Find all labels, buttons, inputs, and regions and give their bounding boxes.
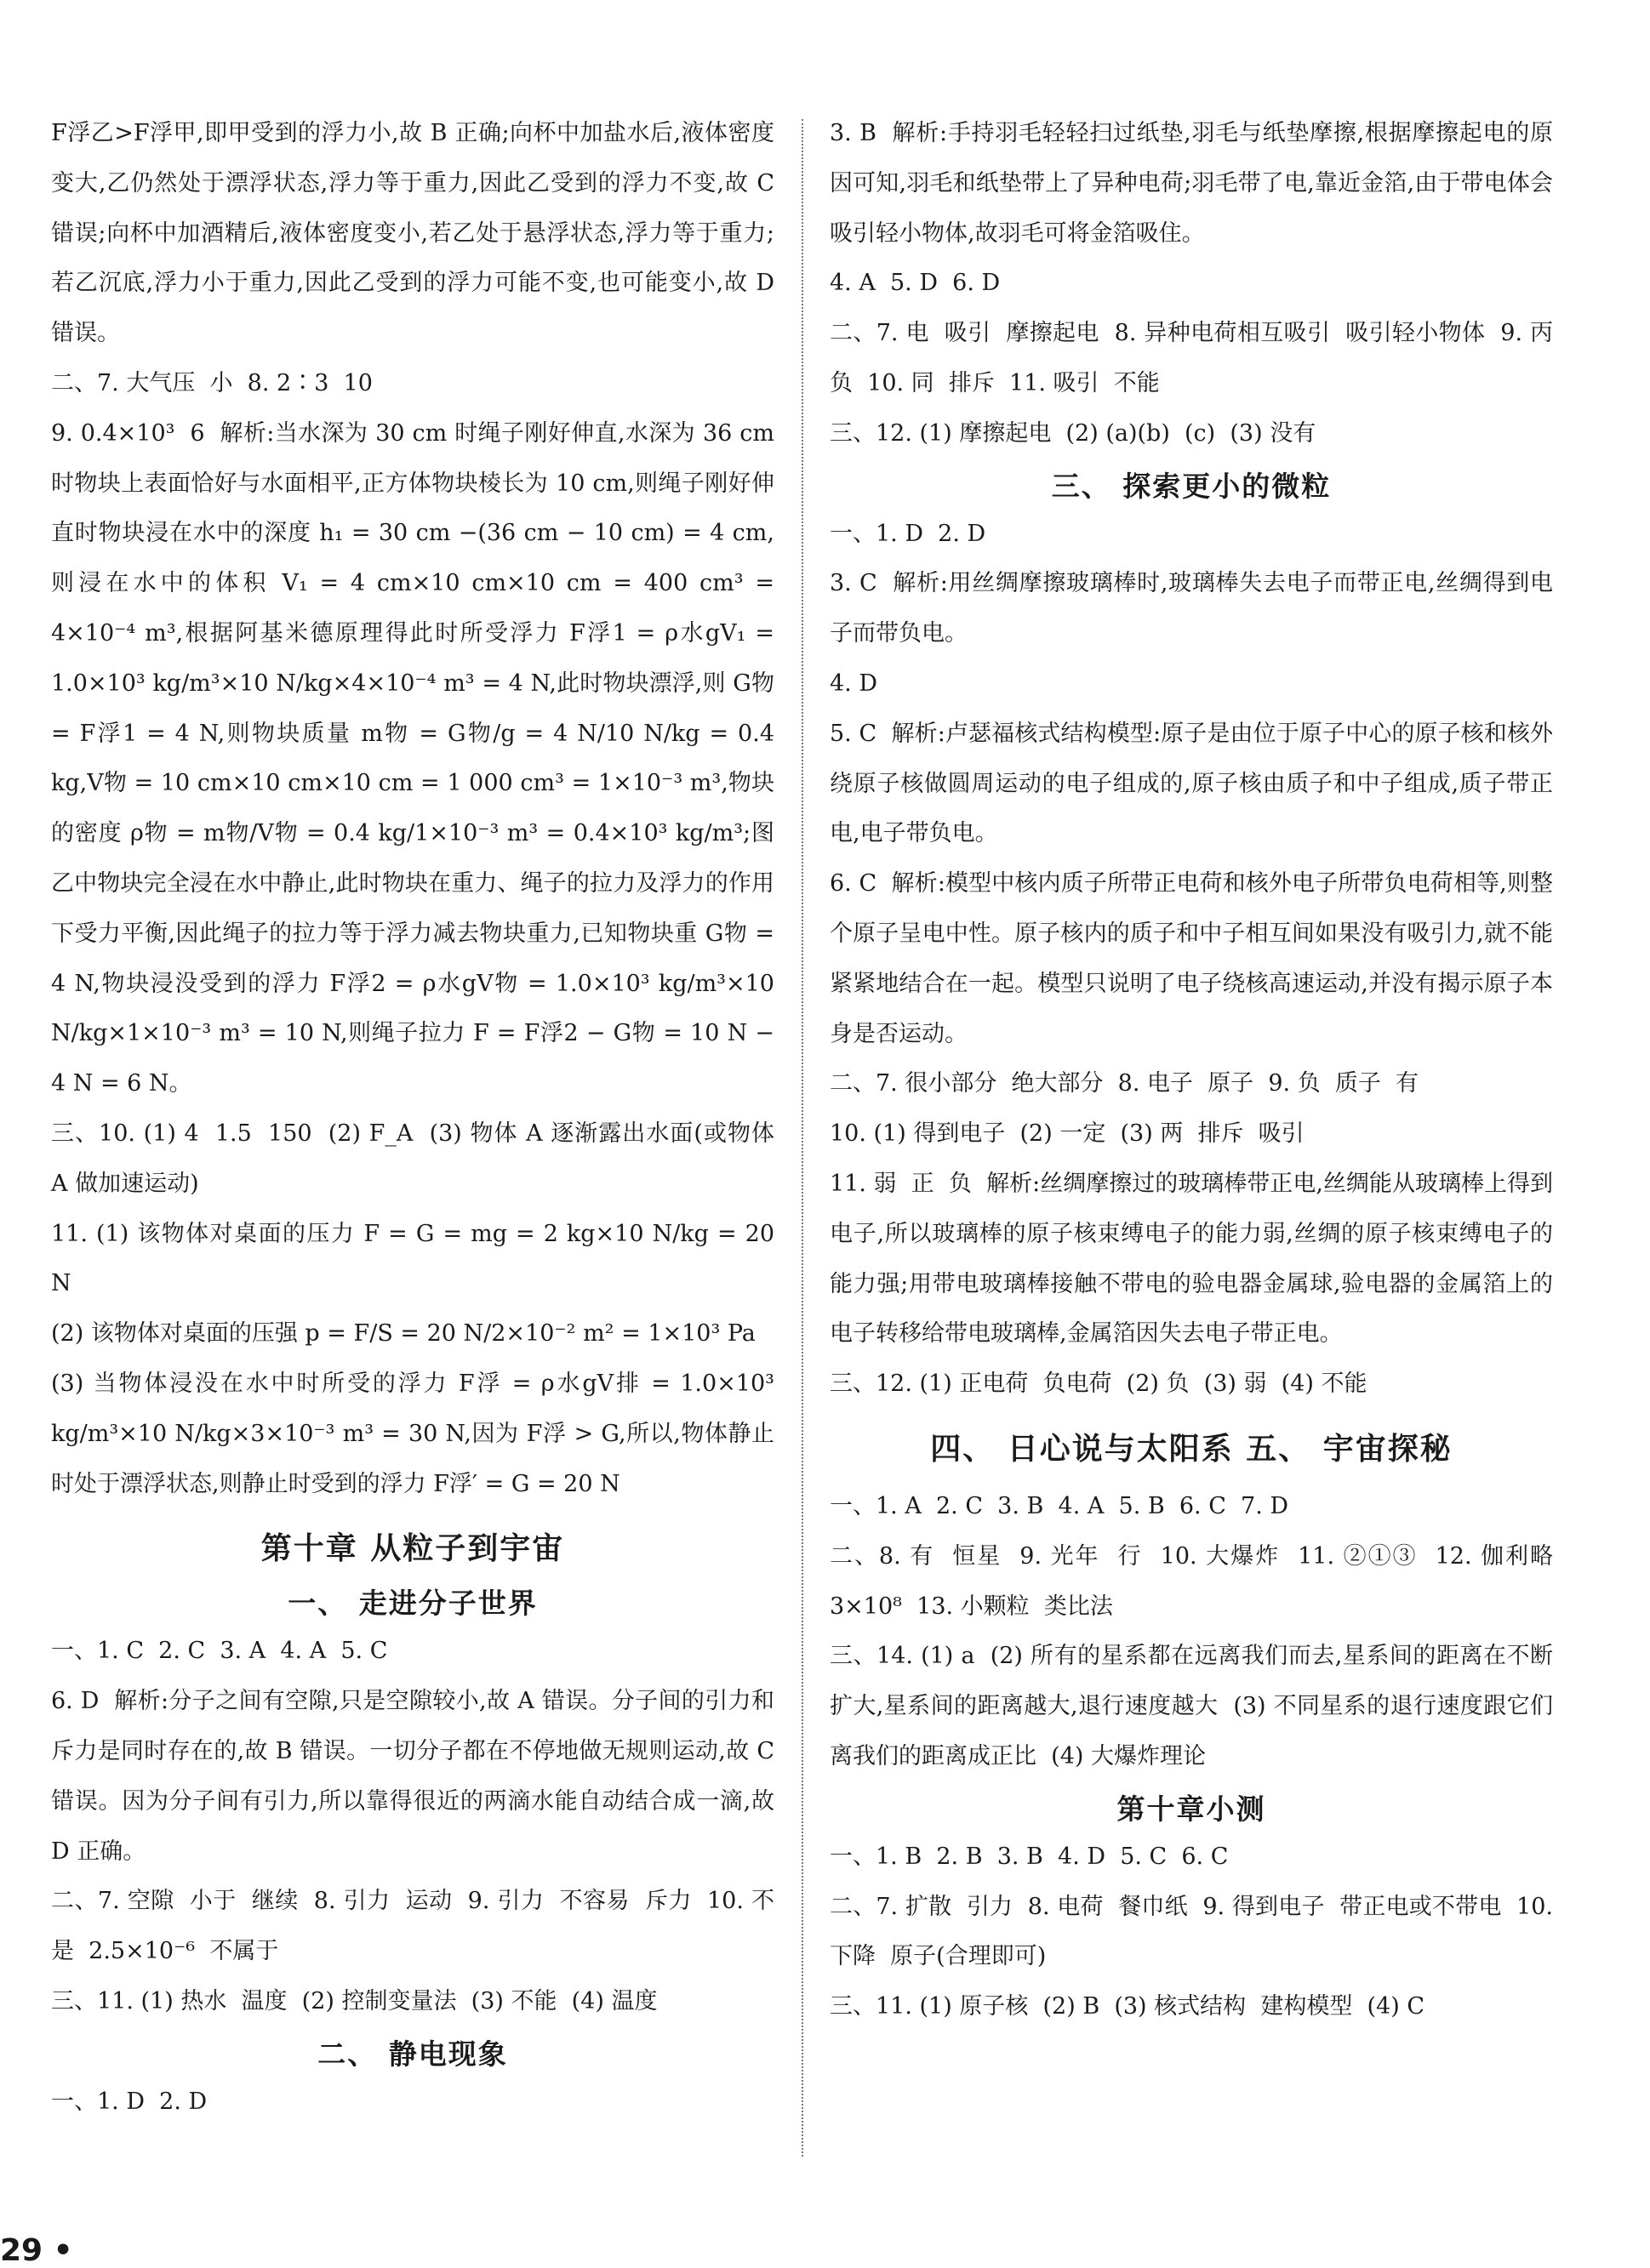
answer-paragraph: 二、7. 电 吸引 摩擦起电 8. 异种电荷相互吸引 吸引轻小物体 9. 丙 负 10. 同 排斥 11. 吸引 不能 [830,320,1568,396]
answer-paragraph: 6. C 解析:模型中核内质子所带正电荷和核外电子所带负电荷相等,则整个原子呈电中性。原子核内的质子和中子相互间如果没有吸引力,就不能紧紧地结合在一起。模型只说明了电子绕核高速运动,并没有揭示原子本身是否运动。 [830,870,1553,1047]
answer-paragraph: (2) 该物体对桌面的压强 p = F/S = 20 N/2×10⁻² m² = 1×10³ Pa [51,1320,756,1348]
answer-paragraph: 三、11. (1) 原子核 (2) B (3) 核式结构 建构模型 (4) C [830,1993,1424,2020]
column-divider [802,119,803,2157]
answer-paragraph: 3. B 解析:手持羽毛轻轻扫过纸垫,羽毛与纸垫摩擦,根据摩擦起电的原因可知,羽毛和纸垫带上了异种电荷;羽毛带了电,靠近金箔,由于带电体会吸引轻小物体,故羽毛可将金箔吸住。 [830,120,1553,247]
answer-paragraph: 二、7. 大气压 小 8. 2∶3 10 [51,369,373,396]
answer-paragraph: 6. D 解析:分子之间有空隙,只是空隙较小,故 A 错误。分子间的引力和斥力是同时存在的,故 B 错误。一切分子都在不停地做无规则运动,故 C 错误。因为分子间有引力,所以靠得很近的两滴水能自动结合成一滴,故 D 正确。 [51,1688,782,1865]
answer-paragraph: (3) 当物体浸没在水中时所受的浮力 F浮 = ρ水gV排 = 1.0×10³ kg/m³×10 N/kg×3×10⁻³ m³ = 30 N,因为 F浮 > G,所以,物体静止时处于漂浮状态,则静止时受到的浮力 F浮′ = G = 20 N [51,1370,782,1497]
answer-paragraph: 二、8. 有 恒星 9. 光年 行 10. 大爆炸 11. ②①③ 12. 伽利略 3×10⁸ 13. 小颗粒 类比法 [830,1542,1568,1620]
chapter-heading: 第十章 从粒子到宇宙 [260,1531,565,1567]
section-heading: 一、 走进分子世界 [288,1587,538,1621]
answer-paragraph: 一、1. A 2. C 3. B 4. A 5. B 6. C 7. D [830,1492,1289,1519]
answer-paragraph: 二、7. 很小部分 绝大部分 8. 电子 原子 9. 负 质子 有 [830,1070,1419,1097]
answer-paragraph: 一、1. C 2. C 3. A 4. A 5. C [51,1638,388,1665]
answer-paragraph: 一、1. B 2. B 3. B 4. D 5. C 6. C [830,1843,1229,1870]
section-heading: 第十章小测 [1116,1792,1266,1826]
right-column [830,109,1568,2032]
answer-paragraph: 4. A 5. D 6. D [830,270,1001,297]
answer-paragraph: 三、12. (1) 正电荷 负电荷 (2) 负 (3) 弱 (4) 不能 [830,1370,1367,1398]
answer-paragraph: 一、1. D 2. D [51,2088,208,2115]
answer-paragraph: 4. D [830,670,877,697]
answer-paragraph: 10. (1) 得到电子 (2) 一定 (3) 两 排斥 吸引 [830,1120,1305,1148]
answer-paragraph: F浮乙>F浮甲,即甲受到的浮力小,故 B 正确;向杯中加盐水后,液体密度变大,乙仍然处于漂浮状态,浮力等于重力,因此乙受到的浮力不变,故 C 错误;向杯中加酒精后,液体密度变小,若乙处于悬浮状态,浮力等于重力;若乙沉底,浮力小于重力,因此乙受到的浮力可能不变,也可能变小,故 D 错误。 [51,120,782,347]
answer-paragraph: 三、12. (1) 摩擦起电 (2) (a)(b) (c) (3) 没有 [830,419,1316,447]
page-number: 29 • [0,2233,73,2268]
answer-paragraph: 11. 弱 正 负 解析:丝绸摩擦过的玻璃棒带正电,丝绸能从玻璃棒上得到电子,所以玻璃棒的原子核束缚电子的能力弱,丝绸的原子核束缚电子的能力强;用带电玻璃棒接触不带电的验电器金属球,验电器的金属箔上的电子转移给带电玻璃棒,金属箔因失去电子带正电。 [830,1170,1553,1348]
answer-paragraph: 二、7. 扩散 引力 8. 电荷 餐巾纸 9. 得到电子 带正电或不带电 10. 下降 原子(合理即可) [830,1893,1561,1970]
answer-paragraph: 二、7. 空隙 小于 继续 8. 引力 运动 9. 引力 不容易 斥力 10. 不是 2.5×10⁻⁶ 不属于 [51,1888,774,1965]
left-column [51,109,782,2127]
section-heading: 三、 探索更小的微粒 [1051,469,1332,503]
answer-paragraph: 9. 0.4×10³ 6 解析:当水深为 30 cm 时绳子刚好伸直,水深为 36 cm 时物块上表面恰好与水面相平,正方体物块棱长为 10 cm,则绳子刚好伸直时物块浸在水中的深度 h₁ = 30 cm −(36 cm − 10 cm) = 4 cm,则浸在水中的体积 V₁ = 4 cm×10 cm×10 cm = 400 cm³ = 4×10⁻⁴ m³,根据阿基米德原理得此时所受浮力 F浮1 = ρ水gV₁ = 1.0×10³ kg/m³×10 N/kg×4×10⁻⁴ m³ = 4 N,此时物块漂浮,则 G物 = F浮1 = 4 N,则物块质量 m物 = G物/g = 4 N/10 N/kg = 0.4 kg,V物 = 10 cm×10 cm×10 cm = 1 000 cm³ = 1×10⁻³ m³,物块的密度 ρ物 = m物/V物 = 0.4 kg/1×10⁻³ m³ = 0.4×10³ kg/m³;图乙中物块完全浸在水中静止,此时物块在重力、绳子的拉力及浮力的作用下受力平衡,因此绳子的拉力等于浮力减去物块重力,已知物块重 G物 = 4 N,物块浸没受到的浮力 F浮2 = ρ水gV物 = 1.0×10³ kg/m³×10 N/kg×1×10⁻³ m³ = 10 N,则绳子拉力 F = F浮2 − G物 = 10 N − 4 N = 6 N。 [51,419,782,1097]
answer-paragraph: 一、1. D 2. D [830,520,986,547]
section-heading: 二、 静电现象 [317,2037,508,2071]
answer-paragraph: 三、10. (1) 4 1.5 150 (2) F_A (3) 物体 A 逐渐露出水面(或物体 A 做加速运动) [51,1120,782,1197]
answer-paragraph: 11. (1) 该物体对桌面的压力 F = G = mg = 2 kg×10 N/kg = 20 N [51,1220,782,1297]
answer-paragraph: 三、11. (1) 热水 温度 (2) 控制变量法 (3) 不能 (4) 温度 [51,1987,658,2014]
answer-paragraph: 三、14. (1) a (2) 所有的星系都在远离我们而去,星系间的距离在不断扩大,星系间的距离越大,退行速度越大 (3) 不同星系的退行速度跟它们离我们的距离成正比 (4) 大爆炸理论 [830,1643,1553,1769]
answer-paragraph: 3. C 解析:用丝绸摩擦玻璃棒时,玻璃棒失去电子而带正电,丝绸得到电子而带负电。 [830,570,1553,647]
chapter-heading: 四、 日心说与太阳系 五、 宇宙探秘 [930,1431,1453,1467]
answer-paragraph: 5. C 解析:卢瑟福核式结构模型:原子是由位于原子中心的原子核和核外绕原子核做圆周运动的电子组成的,原子核由质子和中子组成,质子带正电,电子带负电。 [830,720,1553,847]
